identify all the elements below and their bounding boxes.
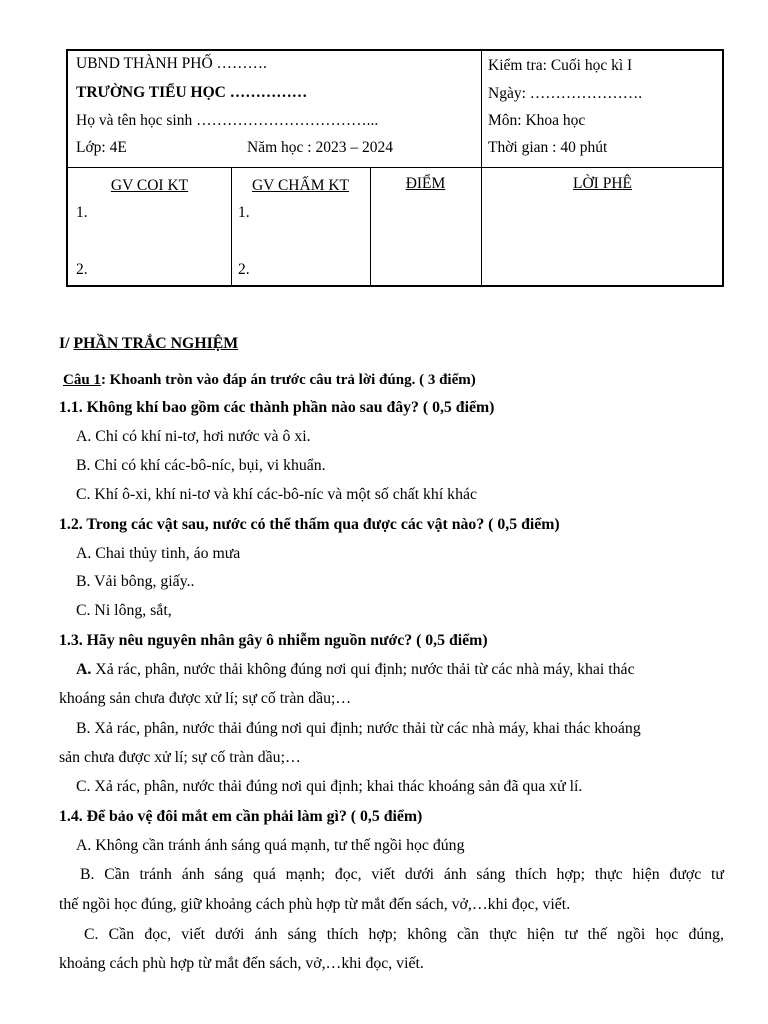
gv-cham-2: 2. [238,261,250,278]
col-diem: ĐIỂM [405,175,446,192]
question-1-instruction [63,370,476,390]
gv-cham-1: 1. [238,204,250,221]
header-date: Ngày: …………………. [488,85,643,102]
header-table [66,49,724,287]
header-subject: Môn: Khoa học [488,112,586,129]
col-gv-cham-kt: GV CHẤM KT [251,177,350,194]
answer-1-4-a: A. Không cần tránh ánh sáng quá mạnh, tư thế ngồi học đúng [76,837,465,854]
answer-1-3-a-line1 [76,660,635,680]
header-class: Lớp: 4E [76,139,127,156]
answer-1-3-a-label: A. [76,661,92,678]
header-ubnd: UBND THÀNH PHỐ ………. [76,55,267,72]
question-1-3: 1.3. Hãy nêu nguyên nhân gây ô nhiễm nguồn nước? ( 0,5 điểm) [59,632,488,649]
question-1-1: 1.1. Không khí bao gồm các thành phần nào sau đây? ( 0,5 điểm) [59,399,495,416]
question-1-text: : Khoanh tròn vào đáp án trước câu trả lời đúng. ( 3 điểm) [100,372,476,388]
gv-coi-2: 2. [76,261,88,278]
question-1-4: 1.4. Để bảo vệ đôi mắt em cần phải làm gì? ( 0,5 điểm) [59,808,423,825]
answer-1-3-b-line1: B. Xả rác, phân, nước thải đúng nơi qui định; nước thải từ các nhà máy, khai thác khoáng [76,720,641,737]
header-school-year: Năm học : 2023 – 2024 [247,139,393,156]
question-1-2: 1.2. Trong các vật sau, nước có thể thấm qua được các vật nào? ( 0,5 điểm) [59,516,560,533]
answer-1-4-c-line2: khoảng cách phù hợp từ mắt đến sách, vở,…khi đọc, viết. [59,955,424,972]
answer-1-1-c: C. Khí ô-xi, khí ni-tơ và khí các-bô-níc và một số chất khí khác [76,486,477,503]
answer-1-3-a-line2: khoáng sản chưa được xử lí; sự cố tràn dầu;… [59,690,352,707]
answer-1-4-b-line1: B. Cần tránh ánh sáng quá mạnh; đọc, viết dưới ánh sáng thích hợp; thực hiện được tư [80,866,724,883]
answer-1-4-b-line2: thế ngồi học đúng, giữ khoảng cách phù hợp từ mắt đến sách, vở,…khi đọc, viết. [59,896,571,913]
section-prefix: I/ [59,335,74,352]
header-school: TRƯỜNG TIỂU HỌC …………… [76,84,308,101]
gv-coi-1: 1. [76,204,88,221]
header-column-divider [481,51,482,285]
answer-1-1-a: A. Chỉ có khí ni-tơ, hơi nước và ô xi. [76,428,311,445]
section-title-text: PHẦN TRẮC NGHIỆM [73,335,239,352]
answer-1-3-c: C. Xả rác, phân, nước thải đúng nơi qui định; khai thác khoáng sản đã qua xử lí. [76,778,583,795]
answer-1-1-b: B. Chỉ có khí các-bô-níc, bụi, vi khuẩn. [76,457,326,474]
header-student-name: Họ và tên học sinh ……………………………... [76,112,379,129]
section-title [59,334,238,354]
answer-1-2-c: C. Ni lông, sắt, [76,602,172,619]
answer-1-3-a-text: Xả rác, phân, nước thải không đúng nơi qui định; nước thải từ các nhà máy, khai thác [91,661,635,678]
header-divider [68,167,722,168]
col-gv-coi-kt: GV COI KT [110,177,189,194]
answer-1-4-c-line1: C. Cần đọc, viết dưới ánh sáng thích hợp; không cần thực hiện tư thế ngồi học đúng, [84,926,724,943]
question-1-label: Câu 1 [63,372,101,388]
answer-1-2-b: B. Vải bông, giấy.. [76,573,195,590]
col-loi-phe: LỜI PHÊ [573,175,632,192]
answer-1-3-b-line2: sản chưa được xử lí; sự cố tràn dầu;… [59,749,301,766]
answer-1-2-a: A. Chai thủy tinh, áo mưa [76,545,241,562]
header-exam: Kiểm tra: Cuối học kì I [488,57,633,74]
header-time: Thời gian : 40 phút [488,139,608,156]
